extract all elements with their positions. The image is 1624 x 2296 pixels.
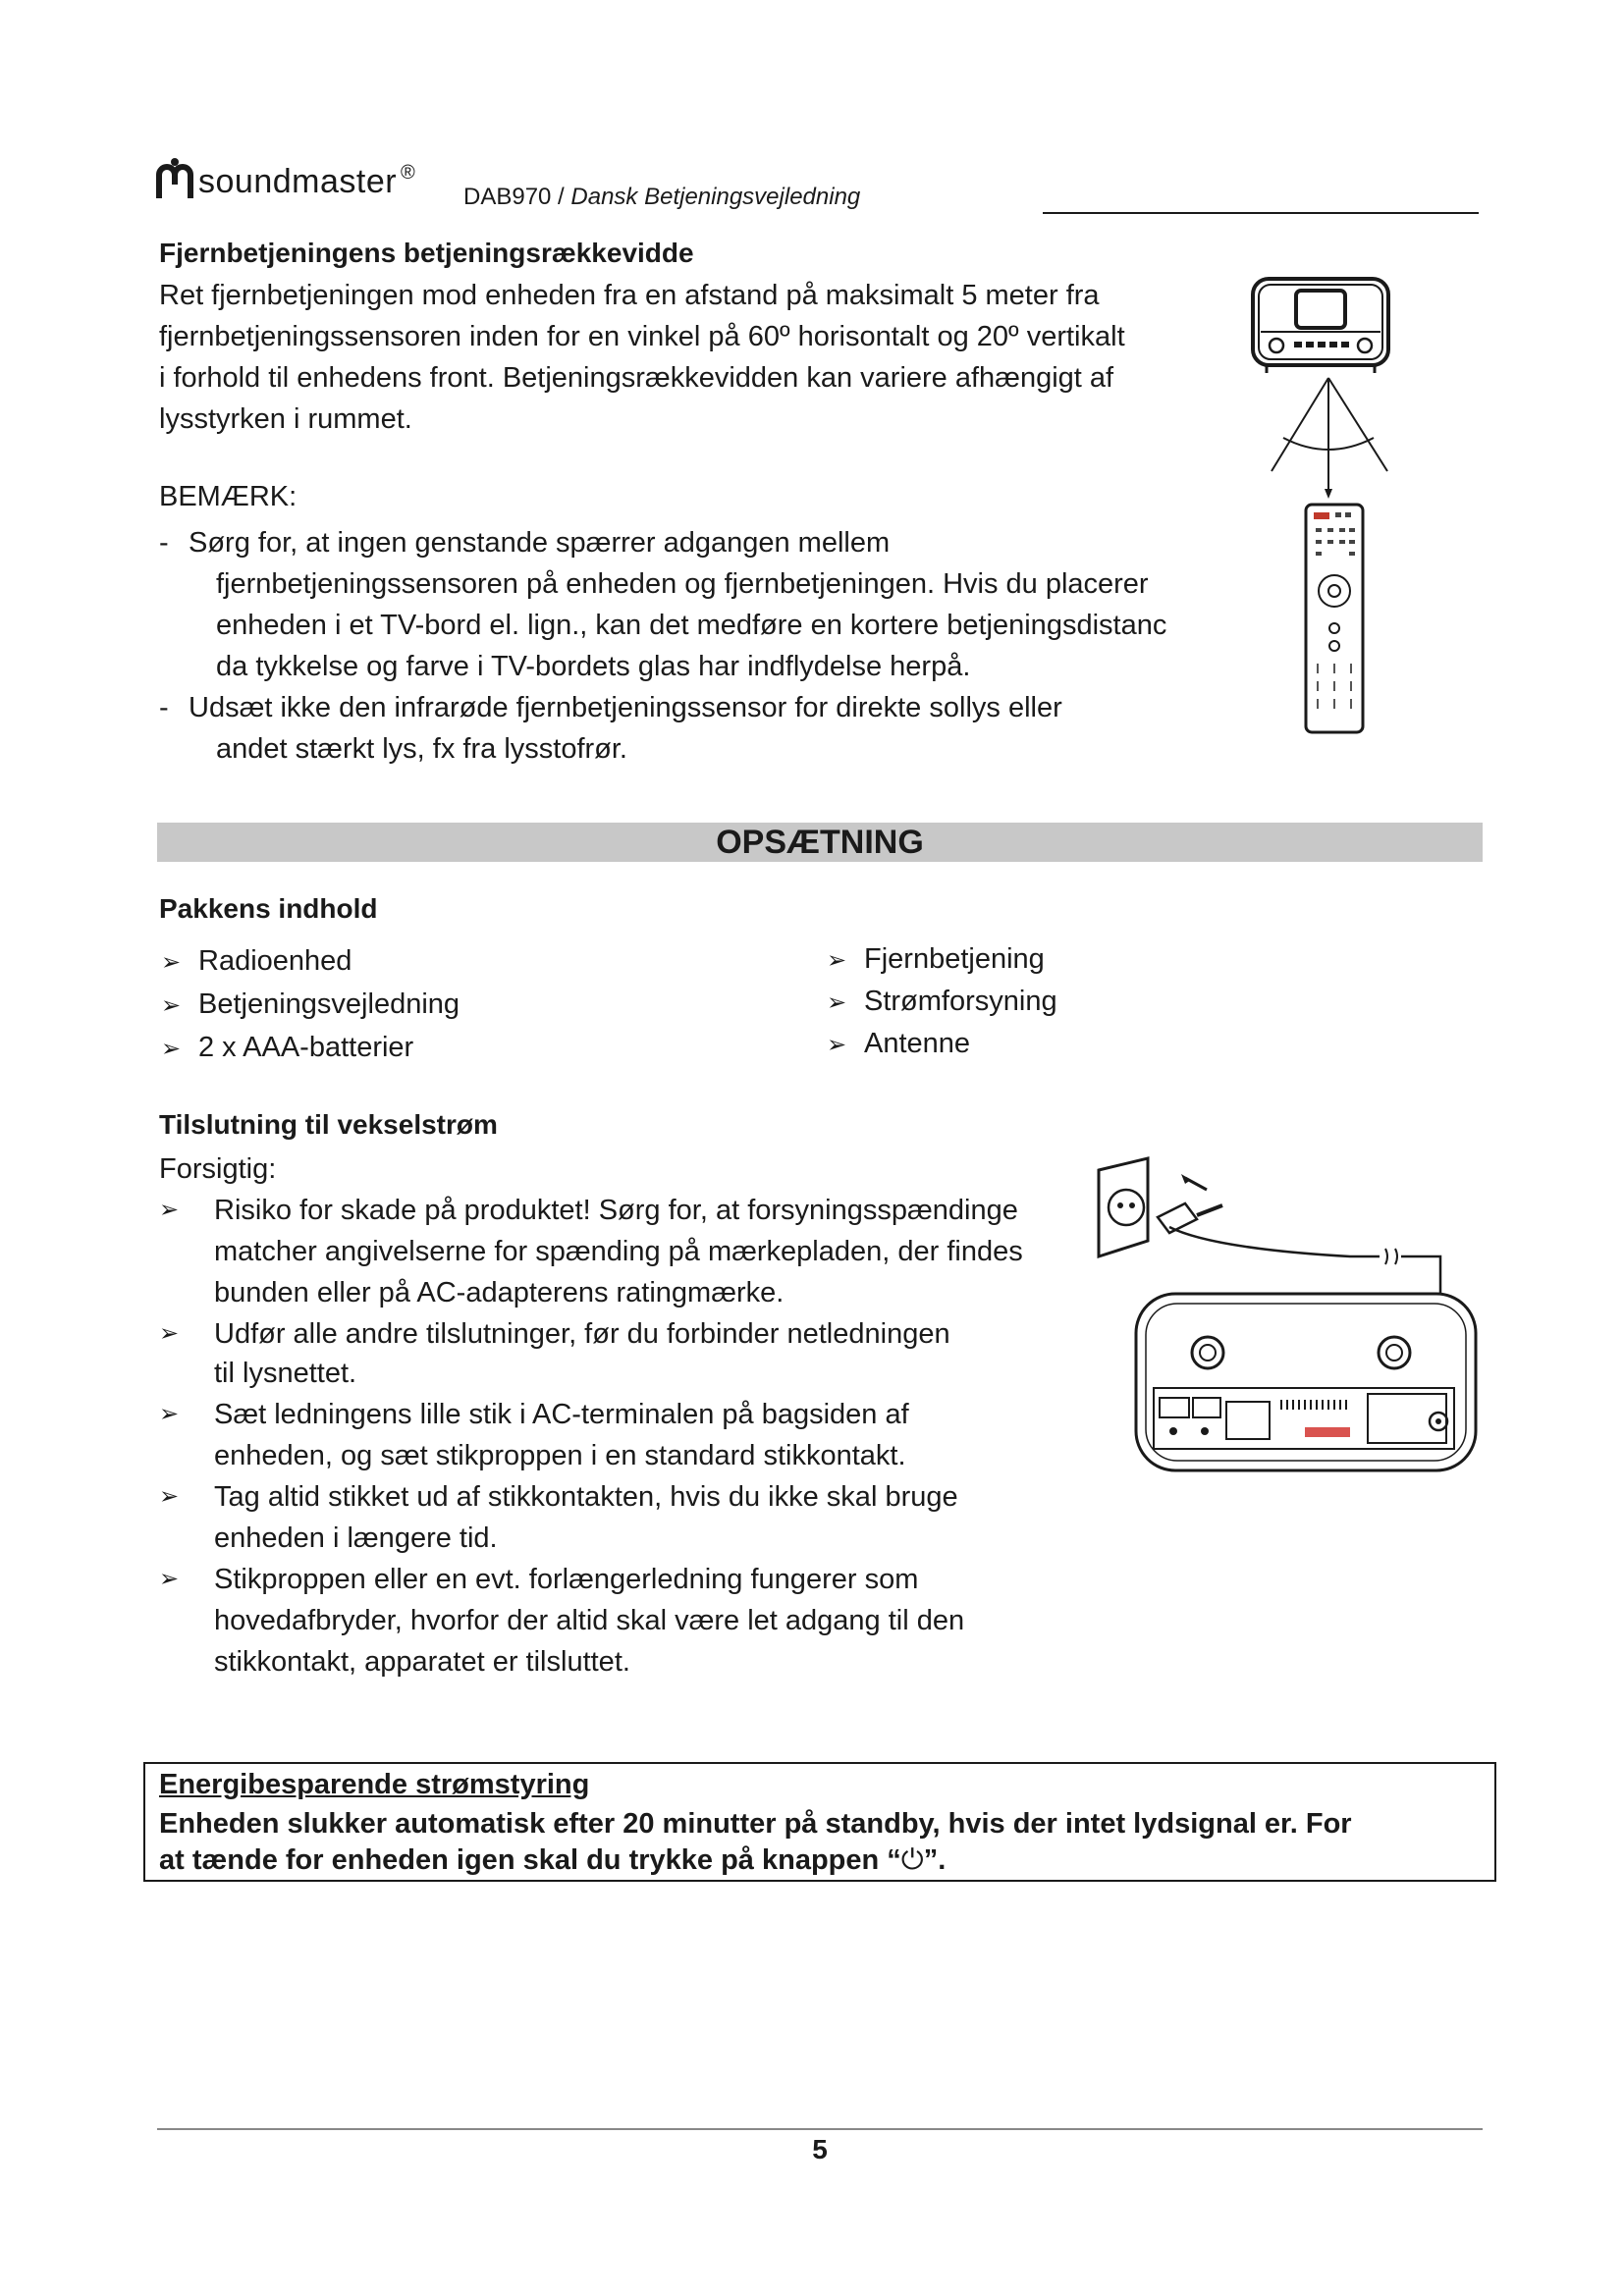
caution-line: matcher angivelserne for spænding på mærkepladen, der findes xyxy=(214,1236,1023,1267)
paragraph-line: fjernbetjeningssensoren inden for en vinkel på 60º horisontalt og 20º vertikalt xyxy=(159,321,1125,352)
caution-line: Sæt ledningens lille stik i AC-terminalen på bagsiden af xyxy=(214,1399,909,1430)
energy-line-end: ”. xyxy=(923,1844,947,1876)
note-line: Udsæt ikke den infrarøde fjernbetjeningssensor for direkte sollys eller xyxy=(189,692,1062,723)
arrowhead-bullet-icon: ➢ xyxy=(159,1401,180,1427)
note-line: andet stærkt lys, fx fra lysstofrør. xyxy=(216,733,627,765)
arrowhead-bullet-icon: ➢ xyxy=(827,989,847,1016)
caution-line: til lysnettet. xyxy=(214,1358,357,1389)
caution-line: Tag altid stikket ud af stikkontakten, hvis du ikke skal bruge xyxy=(214,1481,958,1513)
package-item-label: 2 x AAA-batterier xyxy=(198,1032,414,1063)
footer-rule xyxy=(157,2128,1483,2130)
package-item xyxy=(161,984,460,1027)
note-heading: BEMÆRK: xyxy=(159,481,298,512)
paragraph-line: lysstyrken i rummet. xyxy=(159,403,412,435)
brand-name: soundmaster xyxy=(198,163,398,200)
arrowhead-bullet-icon: ➢ xyxy=(159,1320,180,1347)
package-item-label: Strømforsyning xyxy=(864,986,1057,1017)
page-number: 5 xyxy=(812,2134,828,2164)
section-title: OPSÆTNING xyxy=(716,824,924,861)
registered-mark: ® xyxy=(401,162,415,184)
radio-front-illustration xyxy=(1247,275,1394,383)
power-icon: ⏻ xyxy=(900,1842,924,1876)
note-line: enheden i et TV-bord el. lign., kan det medføre en kortere betjeningsdistanc xyxy=(216,610,1167,641)
package-item-label: Betjeningsvejledning xyxy=(198,988,460,1020)
dash-marker: - xyxy=(159,527,169,559)
note-line: da tykkelse og farve i TV-bordets glas har indflydelse herpå. xyxy=(216,651,971,682)
arrowhead-bullet-icon: ➢ xyxy=(159,1566,180,1592)
energy-line: Enheden slukker automatisk efter 20 minutter på standby, hvis der intet lydsignal er. For xyxy=(159,1808,1352,1840)
package-heading: Pakkens indhold xyxy=(159,893,378,924)
caution-label: Forsigtig: xyxy=(159,1153,277,1185)
model-name: DAB970 xyxy=(463,184,552,210)
soundmaster-logo-icon xyxy=(157,157,194,198)
arrowhead-bullet-icon: ➢ xyxy=(159,1483,180,1510)
ac-heading: Tilslutning til vekselstrøm xyxy=(159,1109,498,1140)
package-item xyxy=(827,1023,970,1066)
caution-line: Risiko for skade på produktet! Sørg for, at forsyningsspændinge xyxy=(214,1195,1018,1226)
paragraph-line: Ret fjernbetjeningen mod enheden fra en afstand på maksimalt 5 meter fra xyxy=(159,280,1100,311)
remote-range-angle-lines xyxy=(1262,373,1399,501)
arrowhead-bullet-icon: ➢ xyxy=(827,947,847,974)
manual-title: Dansk Betjeningsvejledning xyxy=(570,184,861,210)
remote-range-heading: Fjernbetjeningens betjeningsrækkevidde xyxy=(159,238,694,268)
package-item-label: Radioenhed xyxy=(198,945,352,977)
note-line: fjernbetjeningssensoren på enheden og fjernbetjeningen. Hvis du placerer xyxy=(216,568,1149,600)
document-title xyxy=(463,184,860,211)
package-item-label: Fjernbetjening xyxy=(864,943,1045,975)
caution-line: Stikproppen eller en evt. forlængerledning fungerer som xyxy=(214,1564,919,1595)
paragraph-line: i forhold til enhedens front. Betjeningsrækkevidden kan variere afhængigt af xyxy=(159,362,1114,394)
header-rule xyxy=(1043,212,1479,214)
energy-title: Energibesparende strømstyring xyxy=(159,1769,590,1800)
note-line: Sørg for, at ingen genstande spærrer adgangen mellem xyxy=(189,527,891,559)
caution-line: Udfør alle andre tilslutninger, før du forbinder netledningen xyxy=(214,1318,950,1350)
package-item xyxy=(827,938,1045,982)
dash-marker: - xyxy=(159,692,169,723)
arrowhead-bullet-icon: ➢ xyxy=(161,992,182,1019)
caution-line: stikkontakt, apparatet er tilsluttet. xyxy=(214,1646,630,1678)
caution-line: hovedafbryder, hvorfor der altid skal være let adgang til den xyxy=(214,1605,965,1636)
energy-text xyxy=(159,1806,1485,1878)
caution-line: enheden i længere tid. xyxy=(214,1522,498,1554)
arrowhead-bullet-icon: ➢ xyxy=(161,949,182,976)
caution-line: enheden, og sæt stikproppen i en standard stikkontakt. xyxy=(214,1440,906,1471)
arrowhead-bullet-icon: ➢ xyxy=(827,1032,847,1058)
arrowhead-bullet-icon: ➢ xyxy=(161,1036,182,1062)
brand-logo xyxy=(157,157,415,198)
power-connection-illustration xyxy=(1095,1158,1488,1482)
package-item xyxy=(161,940,352,984)
energy-line-text: at tænde for enheden igen skal du trykke på knappen “ xyxy=(159,1844,901,1876)
package-item xyxy=(827,981,1057,1024)
caution-line: bunden eller på AC-adapterens ratingmærke. xyxy=(214,1277,785,1308)
package-item xyxy=(161,1027,413,1070)
energy-line xyxy=(159,1842,1485,1878)
remote-control-illustration xyxy=(1300,501,1369,736)
package-item-label: Antenne xyxy=(864,1028,971,1059)
title-separator: / xyxy=(551,184,571,210)
arrowhead-bullet-icon: ➢ xyxy=(159,1197,180,1223)
